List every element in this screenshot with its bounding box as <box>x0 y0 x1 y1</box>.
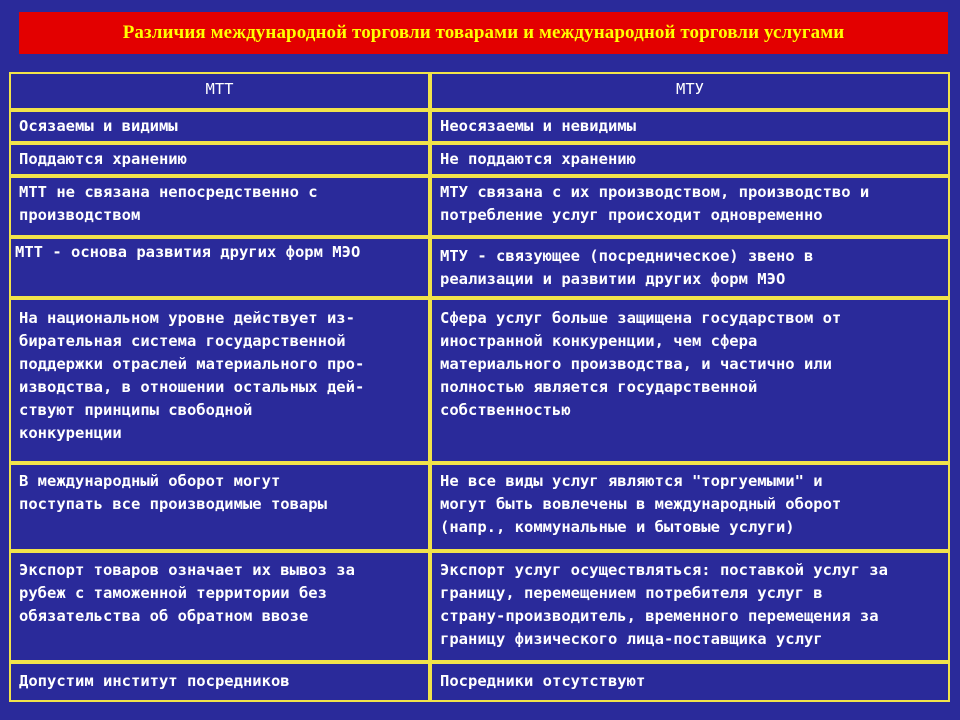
table-cell-goods: МТТ не связана непосредственно с производством <box>9 176 430 237</box>
header-cell-mtt: МТТ <box>9 72 430 110</box>
title-banner <box>19 12 948 54</box>
table-cell-goods: Поддаются хранению <box>9 143 430 176</box>
table-cell-services: Посредники отсутствуют <box>430 662 950 702</box>
table-cell-services: Экспорт услуг осуществляться: поставкой услуг за границу, перемещением потребителя услуг в страну-производитель, временного перемещения за границу физического лица-поставщика услуг <box>430 551 950 662</box>
table-cell-services: Не поддаются хранению <box>430 143 950 176</box>
table-cell-goods: В международный оборот могут поступать все производимые товары <box>9 463 430 551</box>
table-cell-goods: Экспорт товаров означает их вывоз за рубеж с таможенной территории без обязательства об обратном ввозе <box>9 551 430 662</box>
table-cell-services: МТУ - связующее (посредническое) звено в реализации и развитии других форм МЭО <box>430 237 950 298</box>
table-cell-services: Не все виды услуг являются "торгуемыми" и могут быть вовлечены в международный оборот (напр., коммунальные и бытовые услуги) <box>430 463 950 551</box>
table-cell-services: Неосязаемы и невидимы <box>430 110 950 143</box>
comparison-table <box>9 72 950 702</box>
header-cell-mtu: МТУ <box>430 72 950 110</box>
table-cell-goods: Осязаемы и видимы <box>9 110 430 143</box>
table-cell-goods: МТТ - основа развития других форм МЭО <box>9 237 430 298</box>
table-cell-goods: Допустим институт посредников <box>9 662 430 702</box>
page-title: Различия международной торговли товарами и международной торговли услугами <box>122 22 845 43</box>
table-cell-services: МТУ связана с их производством, производство и потребление услуг происходит одновременно <box>430 176 950 237</box>
table-cell-services: Сфера услуг больше защищена государством от иностранной конкуренции, чем сфера материального производства, и частично или полностью является государственной собственностью <box>430 298 950 463</box>
table-cell-goods: На национальном уровне действует из- бирательная система государственной поддержки отраслей материального про- изводства, в отношении остальных дей- ствуют принципы свободной конкуренции <box>9 298 430 463</box>
